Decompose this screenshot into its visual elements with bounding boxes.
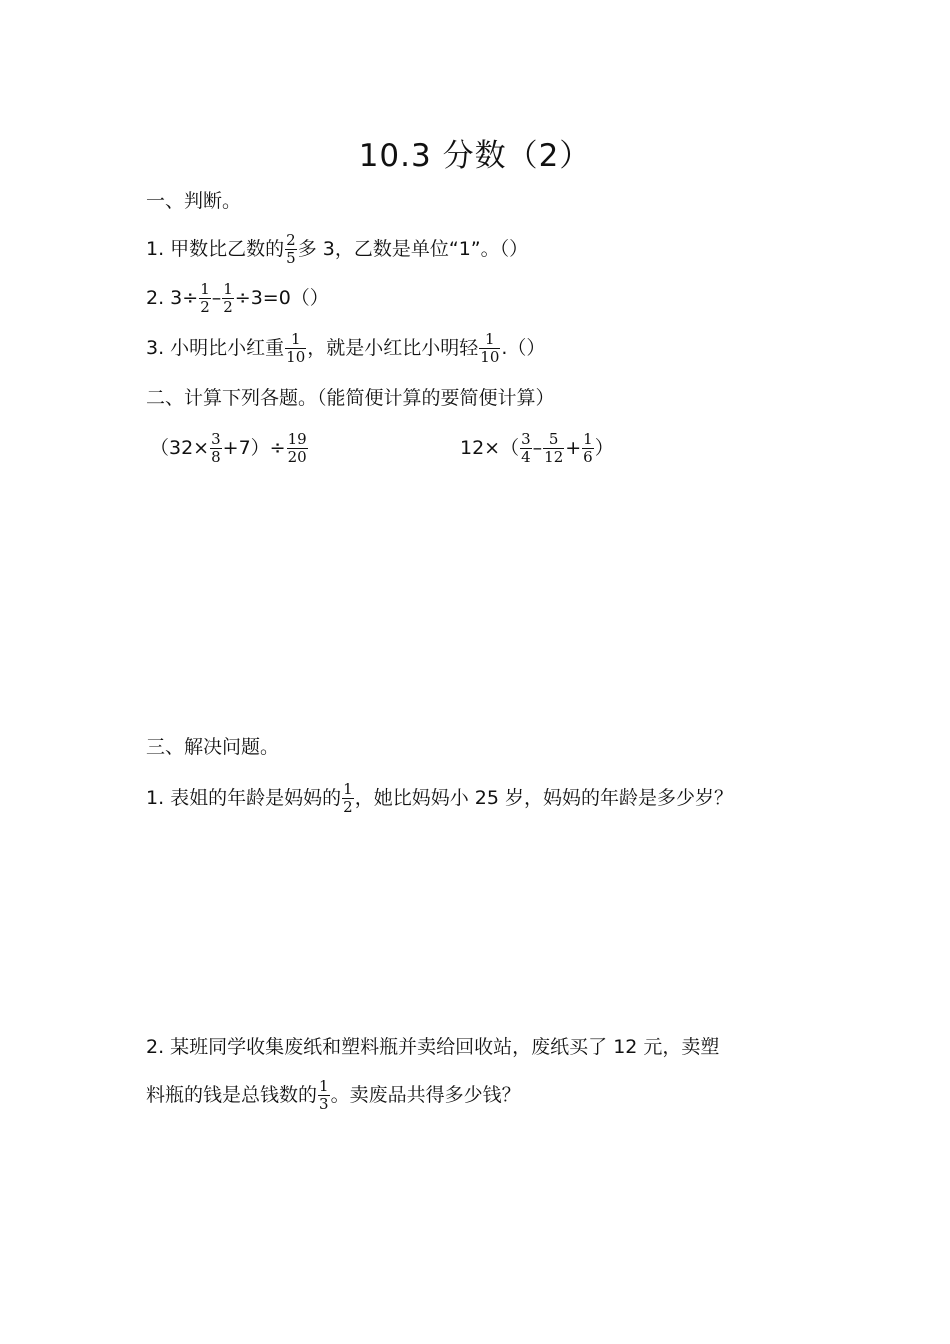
fraction-3-4	[520, 431, 532, 466]
fraction-numerator: 1	[343, 779, 353, 798]
fraction-19-20	[287, 431, 308, 466]
p1-text-a: 1. 表姐的年龄是妈妈的	[146, 787, 342, 809]
fraction-denominator: 4	[521, 447, 531, 466]
fraction-numerator: 1	[485, 329, 495, 348]
fraction-denominator: 5	[286, 248, 296, 267]
word-problem-1	[146, 778, 733, 818]
q1-text-b: 多 3，乙数是单位“1”。（）	[297, 238, 529, 260]
fraction-denominator: 2	[343, 797, 353, 816]
fraction-denominator: 10	[480, 347, 500, 366]
fraction-numerator: 1	[319, 1076, 329, 1095]
q3-text-b: ，就是小红比小明轻	[307, 337, 479, 359]
fraction-numerator: 5	[548, 429, 559, 448]
q3-text-c: .（）	[501, 337, 546, 359]
fraction-denominator: 20	[287, 447, 307, 466]
fraction-1-2	[222, 281, 234, 316]
fraction-denominator: 2	[200, 297, 210, 316]
p2-text-b: 。卖废品共得多少钱？	[330, 1084, 521, 1106]
fraction-2-5	[285, 232, 297, 267]
judge-question-2	[146, 278, 329, 318]
fraction-denominator: 12	[544, 447, 564, 466]
fraction-1-10	[479, 331, 500, 366]
expr2-text-b: ）	[594, 437, 614, 459]
plus-operator: +	[565, 437, 582, 459]
fraction-denominator: 10	[286, 347, 306, 366]
q2-text-a: 2. 3÷	[146, 287, 199, 309]
minus-operator: –	[532, 437, 543, 459]
p1-text-b: ，她比妈妈小 25 岁，妈妈的年龄是多少岁？	[354, 787, 733, 809]
fraction-denominator: 3	[319, 1094, 329, 1113]
fraction-numerator: 3	[211, 429, 221, 448]
judge-question-1	[146, 229, 528, 269]
fraction-5-12	[543, 431, 564, 466]
word-problem-2-line2	[146, 1075, 521, 1115]
section2-heading: 二、计算下列各题。（能简便计算的要简便计算）	[146, 387, 555, 409]
expr1-text-a: （32×	[150, 437, 210, 459]
fraction-numerator: 1	[290, 329, 301, 348]
section1-heading: 一、判断。	[146, 190, 242, 212]
expr1-text-b: +7）÷	[222, 437, 286, 459]
word-problem-2-line1: 2. 某班同学收集废纸和塑料瓶并卖给回收站，废纸买了 12 元，卖塑	[146, 1036, 720, 1058]
fraction-numerator: 19	[287, 429, 307, 448]
fraction-numerator: 1	[200, 279, 210, 298]
expr2-text-a: 12×（	[460, 437, 520, 459]
section3-heading: 三、解决问题。	[146, 736, 280, 758]
fraction-denominator: 6	[583, 447, 593, 466]
fraction-numerator: 3	[521, 429, 531, 448]
q1-text-a: 1. 甲数比乙数的	[146, 238, 285, 260]
page-title: 10.3 分数（2）	[358, 138, 592, 174]
q3-text-a: 3. 小明比小红重	[146, 337, 285, 359]
fraction-denominator: 2	[223, 297, 233, 316]
fraction-1-3	[318, 1078, 330, 1113]
fraction-numerator: 1	[583, 429, 593, 448]
fraction-1-10	[285, 331, 306, 366]
p2-text-a: 料瓶的钱是总钱数的	[146, 1084, 318, 1106]
fraction-denominator: 8	[211, 447, 221, 466]
judge-question-3	[146, 328, 545, 368]
fraction-3-8	[210, 431, 222, 466]
calc-expression-1	[150, 428, 309, 468]
fraction-numerator: 2	[286, 230, 296, 249]
minus-operator: –	[211, 287, 222, 309]
fraction-1-2	[342, 781, 354, 816]
fraction-1-6	[582, 431, 594, 466]
calc-expression-2	[460, 428, 614, 468]
fraction-1-2	[199, 281, 211, 316]
q2-text-b: ÷3=0（）	[234, 287, 329, 309]
fraction-numerator: 1	[223, 279, 233, 298]
